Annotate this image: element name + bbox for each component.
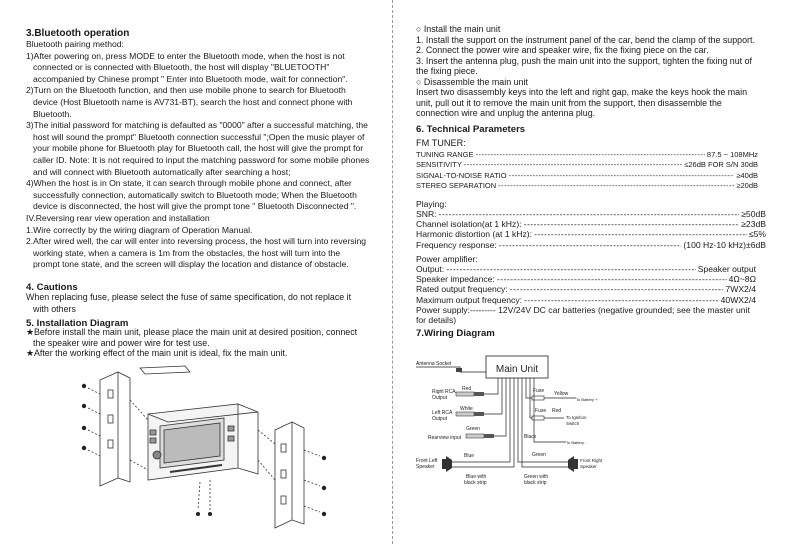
- to-battery-plus-label: To Battery +: [576, 397, 598, 402]
- right-rca-label: Right RCA: [432, 389, 456, 395]
- install-step-line: Insert two disassembly keys into the left and right gap, make the keys hook the main: [416, 87, 748, 97]
- spec-row: [416, 264, 756, 274]
- to-ignition-label: Switch: [566, 421, 580, 426]
- fuse-label: Fuse: [533, 388, 545, 394]
- spec-label: Frequency response:: [416, 239, 497, 250]
- bt-line: prompt tone state, and the screen will display the location and distance of obstacle.: [33, 259, 349, 270]
- spec-label: SENSITIVITY: [416, 160, 462, 170]
- spec-label: Harmonic distortion (at 1 kHz):: [416, 229, 533, 240]
- spec-row: [416, 160, 758, 170]
- to-ignition-label: To Ignition: [566, 415, 587, 420]
- bt-line: caller ID. Note: It is not required to input the matching password for some mobile phones: [33, 154, 370, 165]
- spec-row: [416, 150, 758, 160]
- spec-row: [416, 274, 756, 284]
- yellow-label: Yellow: [554, 391, 569, 397]
- rca-green-label: Green: [466, 426, 480, 432]
- spec-label: Rated output frequency:: [416, 284, 508, 295]
- install-step-line: connection wire and unplug the antenna plug.: [416, 108, 596, 118]
- spec-row: [416, 171, 758, 181]
- spec-label: Output:: [416, 264, 445, 274]
- left-rca-label: Output: [432, 416, 448, 422]
- bt-line: Bluetooth.: [33, 108, 72, 119]
- bt-line: and will connect with Bluetooth automatically after searching a host;: [33, 166, 291, 177]
- spec-value: 7WX2/4: [725, 284, 756, 295]
- spec-value: 4Ω~8Ω: [728, 274, 756, 285]
- install-line: the speaker wire and power wire for test use.: [33, 337, 210, 348]
- bt-line: device is disconnected, the host will give the prompt tone " Bluetooth Disconnected ".: [33, 201, 357, 212]
- install-step-line: ○ Disassemble the main unit: [416, 76, 528, 87]
- install-step-line: 2. Connect the power wire and speaker wire, fix the fixing piece on the car.: [416, 45, 709, 55]
- bt-line: 2.After wired well, the car will enter into reversing process, the host will turn into reversing: [26, 236, 367, 247]
- right-page: [393, 0, 786, 544]
- fm-specs: [416, 150, 758, 192]
- green-strip-label: black strip: [524, 480, 547, 486]
- spec-row: [416, 181, 758, 191]
- rearview-input-label: Rearview input: [428, 435, 462, 441]
- spec-label: STEREO SEPARATION: [416, 181, 497, 191]
- spec-value: Speaker output: [697, 264, 756, 274]
- spec-label: TUNING RANGE: [416, 150, 474, 159]
- install-step-line: ○ Install the main unit: [416, 24, 501, 34]
- bt-line: host will sound the prompt" Bluetooth connection successful ";Open the music player of: [33, 131, 365, 142]
- right-rca-label: Output: [432, 395, 448, 401]
- cautions-line: with others: [33, 303, 76, 314]
- to-battery-minus-label: To Battery -: [566, 440, 587, 445]
- spec-value: ≥40dB: [736, 170, 758, 180]
- green-label: Green: [532, 452, 546, 458]
- wiring-diagram: [416, 350, 606, 500]
- spec-value: (100 Hz-10 kHz)±6dB: [683, 239, 766, 250]
- speaker-icon: [568, 456, 574, 472]
- bt-line: 1)After powering on, press MODE to enter the Bluetooth mode, when the host is not: [26, 50, 345, 61]
- power-supply-line: for details): [416, 315, 457, 326]
- spec-label: SIGNAL-TO-NOISE RATIO: [416, 170, 507, 180]
- bt-line: device (Host Bluetooth name is AV731-BT), search the host and connect phone with: [33, 96, 353, 107]
- spec-value: ≥23dB: [741, 219, 766, 230]
- front-right-speaker-label: Speaker: [580, 464, 597, 469]
- cautions-title: 4. Cautions: [26, 282, 78, 293]
- bt-line: successfully connection, automatically switch to Bluetooth mode; When the Bluetooth: [33, 189, 357, 200]
- installation-title: 5. Installation Diagram: [26, 318, 129, 329]
- wiring-title: 7.Wiring Diagram: [416, 328, 495, 339]
- spec-label: Maximum output frequency:: [416, 294, 523, 305]
- spec-row: [416, 295, 756, 305]
- bt-line: 2)Turn on the Bluetooth function, and then use mobile phone to search for Bluetooth: [26, 85, 346, 96]
- spec-row: [416, 229, 766, 239]
- playing-specs: [416, 209, 766, 250]
- install-step-line: 1. Install the support on the instrument panel of the car, bend the clamp of the support.: [416, 34, 755, 45]
- blue-label: Blue: [464, 453, 475, 459]
- install-step-line: 3. Insert the antenna plug, push the main unit into the support, tighten the fixing nut of: [416, 55, 752, 66]
- cautions-line: When replacing fuse, please select the fuse of same specification, do not replace it: [26, 292, 352, 302]
- amp-title: Power amplifier:: [416, 254, 478, 264]
- red-label: Red: [552, 408, 562, 414]
- spec-value: 87.5 ~ 108MHz: [706, 150, 758, 159]
- spec-label: Channel isolation(at 1 kHz):: [416, 219, 522, 230]
- spec-value: ≤5%: [748, 229, 766, 240]
- bt-line: IV.Reversing rear view operation and installation: [26, 212, 210, 223]
- right-bracket: [275, 422, 304, 528]
- head-unit-drawing: [148, 404, 258, 480]
- install-step-line: unit, pull out it to remove the main unit from the support, then disassemble the: [416, 97, 722, 108]
- spec-row: [416, 240, 766, 250]
- install-step-line: the fixing piece.: [416, 66, 478, 76]
- front-left-speaker-label: Speaker: [416, 464, 435, 470]
- spec-value: ≥20dB: [736, 181, 758, 191]
- spec-value: ≤26dB FOR S/N 30dB: [684, 160, 758, 170]
- bt-line: 1.Wire correctly by the wiring diagram of Operation Manual.: [26, 224, 253, 235]
- fuse-label-2: Fuse: [535, 408, 547, 414]
- spec-value: ≥50dB: [741, 209, 766, 219]
- bluetooth-title: 3.Bluetooth operation: [26, 28, 130, 39]
- amp-specs: [416, 264, 756, 325]
- rca-red-label: Red: [462, 386, 472, 392]
- installation-body: [26, 327, 357, 359]
- install-line: ★After the working effect of the main unit is ideal, fix the main unit.: [26, 348, 288, 358]
- installation-illustration: [70, 360, 340, 542]
- spec-row: [416, 209, 766, 219]
- spec-row: [416, 219, 766, 229]
- spec-value: 40WX2/4: [720, 294, 756, 305]
- tech-params-title: 6. Technical Parameters: [416, 124, 526, 135]
- black-label: Black: [524, 434, 537, 440]
- spec-label: Speaker impedance:: [416, 274, 495, 285]
- cautions-body: [26, 292, 351, 315]
- bt-line: working state, when a camera is 1m from the obstacles, the host will turn into the: [33, 247, 341, 258]
- rca-white-label: White: [460, 406, 473, 412]
- install-steps: [416, 24, 755, 119]
- speaker-icon: [446, 456, 452, 472]
- spec-label: SNR:: [416, 209, 437, 219]
- main-unit-label: Main Unit: [495, 364, 539, 375]
- fm-tuner-title: FM TUNER:: [416, 138, 466, 148]
- install-line: ★Before install the main unit, please place the main unit at desired position, connect: [26, 327, 358, 337]
- bt-line: connected or is connected with Bluetooth, the host will display "BLUETOOTH": [33, 62, 330, 73]
- bt-line: accompanied by Chinese prompt " Enter into Bluetooth mode, wait for connection".: [33, 73, 348, 84]
- blue-strip-label: Blue with: [466, 474, 487, 480]
- spec-row: [416, 284, 756, 294]
- front-right-speaker-label: Front Right: [580, 458, 603, 463]
- left-rca-label: Left RCA: [432, 410, 453, 416]
- bluetooth-body: [26, 39, 386, 271]
- blue-strip-label: black strip: [464, 480, 487, 486]
- bt-line: your mobile phone for Bluetooth play for Bluetooth call, the host will give the prompt for: [33, 143, 364, 154]
- green-strip-label: Green with: [524, 474, 549, 480]
- bt-line: 3)The initial password for matching is defaulted as "0000" after a successful matching, the: [26, 120, 368, 131]
- left-bracket: [100, 372, 130, 486]
- antenna-label: Antenna Socket: [416, 361, 452, 367]
- playing-title: Playing:: [416, 199, 447, 209]
- power-supply-line: Power supply:--------- 12V/24V DC car batteries (negative grounded; see the master unit: [416, 304, 750, 315]
- bt-line: Bluetooth pairing method:: [26, 39, 124, 49]
- front-left-speaker-label: Front Left: [416, 458, 438, 464]
- bt-line: 4)When the host is in On state, it can search through mobile phone and connect, after: [26, 178, 352, 189]
